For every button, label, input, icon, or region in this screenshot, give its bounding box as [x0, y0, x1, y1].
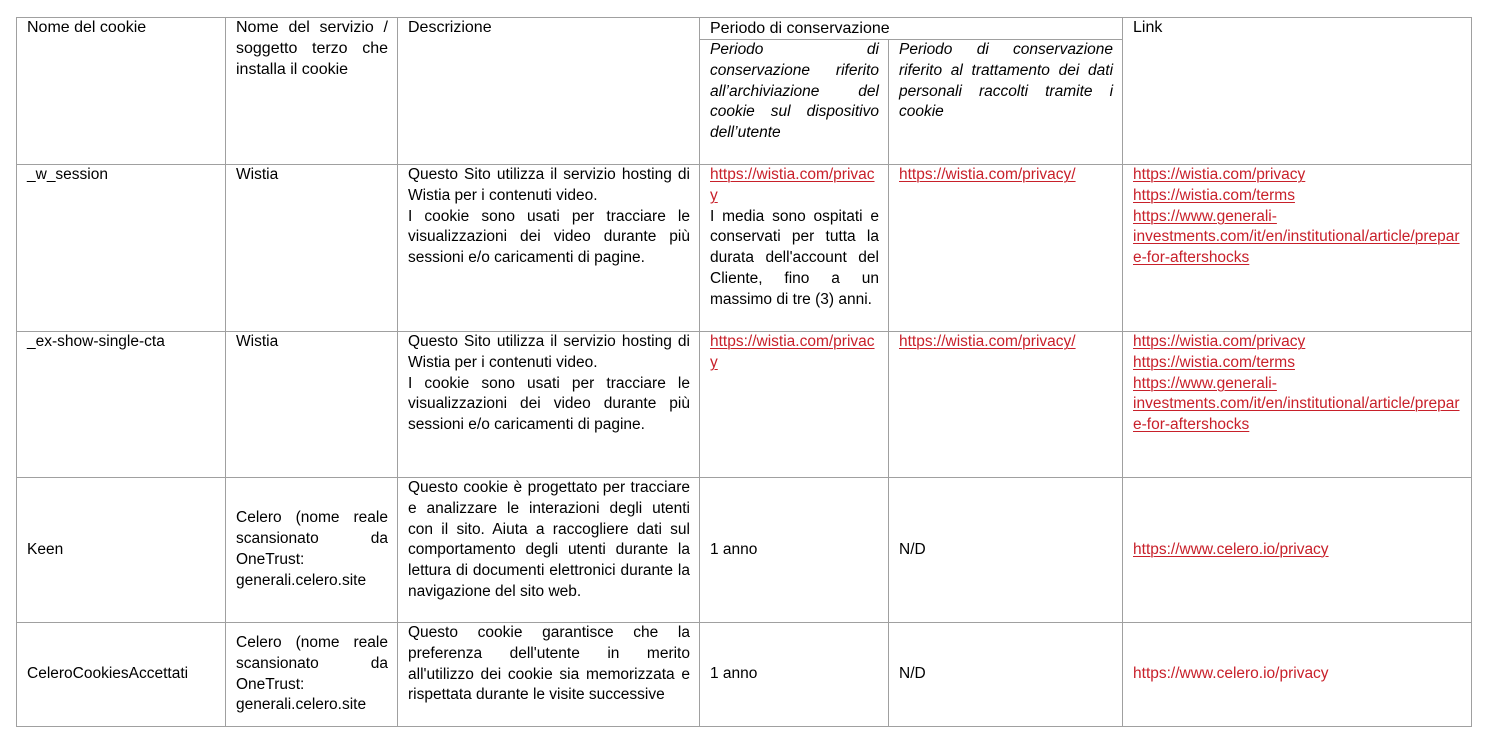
- header-link: Link: [1123, 18, 1472, 165]
- retention-device: [700, 165, 889, 332]
- links: [1123, 332, 1472, 478]
- description-line: I cookie sono usati per tracciare le visualizzazioni dei video durante più sessioni e/o caricamenti di pagine.: [408, 374, 690, 434]
- retention-data: [889, 332, 1123, 478]
- retention-device-link[interactable]: https://wistia.com/privacy: [710, 166, 875, 204]
- description-line: Questo Sito utilizza il servizio hosting di Wistia per i contenuti video.: [408, 166, 690, 204]
- description: Questo cookie garantisce che la preferenza dell'utente in merito all'utilizzo dei cookie sia memorizzata e rispettata durante le visite successive: [398, 623, 700, 727]
- retention-data: N/D: [889, 478, 1123, 623]
- link-wistia-privacy[interactable]: https://wistia.com/privacy: [1133, 333, 1306, 350]
- link-wistia-terms[interactable]: https://wistia.com/terms: [1133, 353, 1295, 371]
- retention-data-link[interactable]: https://wistia.com/privacy/: [899, 333, 1076, 350]
- cookie-name: Keen: [17, 478, 226, 623]
- links: [1123, 165, 1472, 332]
- service-name: Wistia: [226, 165, 398, 332]
- links: [1123, 623, 1472, 727]
- link-wistia-terms[interactable]: https://wistia.com/terms: [1133, 186, 1295, 204]
- description-line: I cookie sono usati per tracciare le visualizzazioni dei video durante più sessioni e/o caricamenti di pagine.: [408, 207, 690, 267]
- table-row: [17, 478, 1472, 623]
- link-wistia-privacy[interactable]: https://wistia.com/privacy: [1133, 166, 1306, 183]
- retention-data-link[interactable]: https://wistia.com/privacy/: [899, 166, 1076, 183]
- cookie-name: CeleroCookiesAccettati: [17, 623, 226, 727]
- header-retention-device: Periodo di conservazione riferito all’archiviazione del cookie sul dispositivo dell’utente: [700, 40, 889, 165]
- service-name: Celero (nome reale scansionato da OneTrust: generali.celero.site: [226, 623, 398, 727]
- table-row: [17, 332, 1472, 478]
- service-name: Celero (nome reale scansionato da OneTrust: generali.celero.site: [226, 478, 398, 623]
- description: Questo cookie è progettato per tracciare e analizzare le interazioni degli utenti con il sito. Aiuta a raccogliere dati sul comportamento degli utenti durante la lettura di documenti elettronici durante la navigazione del sito web.: [398, 478, 700, 623]
- retention-data: N/D: [889, 623, 1123, 727]
- link-celero-privacy[interactable]: https://www.celero.io/privacy: [1133, 665, 1329, 683]
- link-generali-article[interactable]: https://www.generali-investments.com/it/en/institutional/article/prepare-for-aftershocks: [1133, 207, 1460, 267]
- retention-device: 1 anno: [700, 623, 889, 727]
- header-retention: Periodo di conservazione: [700, 18, 1123, 40]
- retention-data: [889, 165, 1123, 332]
- table-row: [17, 165, 1472, 332]
- retention-device-text: I media sono ospitati e conservati per tutta la durata dell'account del Cliente, fino a un massimo di tre (3) anni.: [710, 207, 879, 308]
- description: [398, 165, 700, 332]
- retention-device-link[interactable]: https://wistia.com/privacy: [710, 333, 875, 371]
- header-description: Descrizione: [398, 18, 700, 165]
- cookie-name: _ex-show-single-cta: [17, 332, 226, 478]
- cookie-name: _w_session: [17, 165, 226, 332]
- description: [398, 332, 700, 478]
- table-row: [17, 623, 1472, 727]
- cookie-table: [16, 17, 1472, 727]
- header-retention-data: Periodo di conservazione riferito al trattamento dei dati personali raccolti tramite i cookie: [889, 40, 1123, 165]
- header-cookie-name: Nome del cookie: [17, 18, 226, 165]
- links: [1123, 478, 1472, 623]
- retention-device: 1 anno: [700, 478, 889, 623]
- header-service: Nome del servizio / soggetto terzo che installa il cookie: [226, 18, 398, 165]
- header-row: [17, 18, 1472, 40]
- link-generali-article[interactable]: https://www.generali-investments.com/it/en/institutional/article/prepare-for-aftershocks: [1133, 374, 1460, 434]
- service-name: Wistia: [226, 332, 398, 478]
- description-line: Questo Sito utilizza il servizio hosting di Wistia per i contenuti video.: [408, 333, 690, 371]
- retention-device: [700, 332, 889, 478]
- link-celero-privacy[interactable]: https://www.celero.io/privacy: [1133, 540, 1329, 558]
